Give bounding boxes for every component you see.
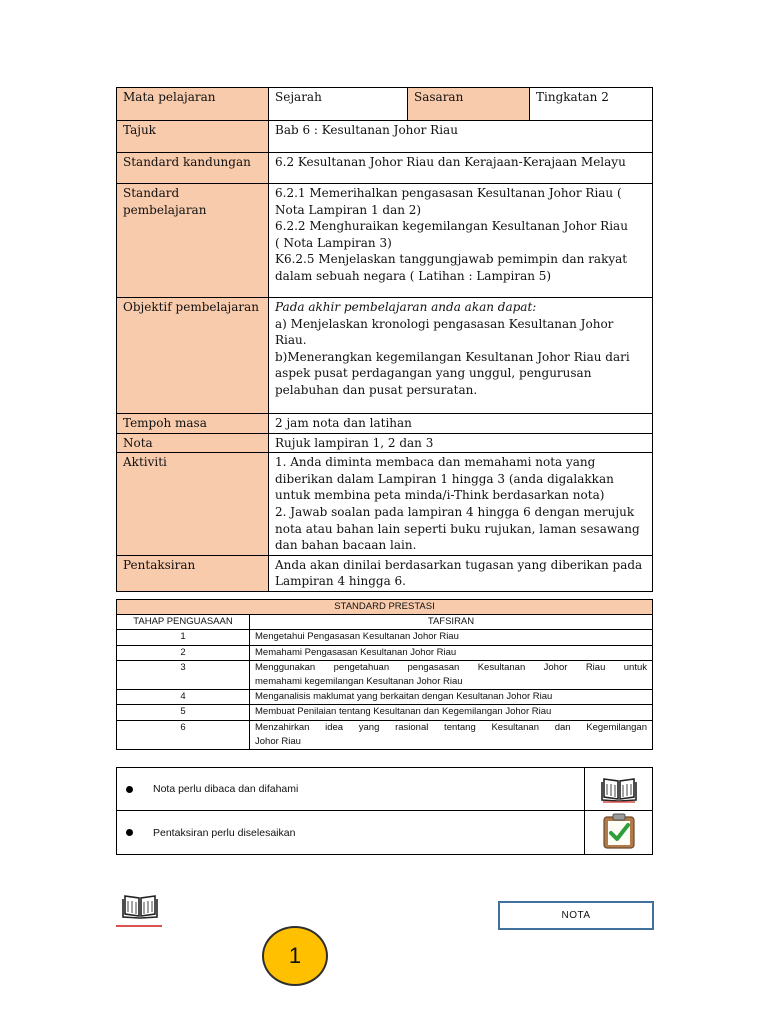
sp-line: dalam sebuah negara ( Latihan : Lampiran 5) xyxy=(275,268,552,283)
tahap-cell: 2 xyxy=(117,645,250,660)
standard-prestasi-title: STANDARD PRESTASI xyxy=(117,600,653,615)
objektif-value xyxy=(269,298,653,414)
objektif-label: Objektif pembelajaran xyxy=(117,298,269,414)
standard-prestasi-table xyxy=(116,599,653,750)
pentaksiran-line: Anda akan dinilai berdasarkan tugasan yang diberikan pada xyxy=(275,557,643,572)
bullet-icon xyxy=(126,786,133,793)
objektif-line: pelabuhan dan pusat persuratan. xyxy=(275,382,478,397)
legend-pentaksiran-icon-cell xyxy=(585,811,653,855)
sp-line: 6.2.1 Memerihalkan pengasasan Kesultanan Johor Riau ( xyxy=(275,186,622,200)
sasaran-value: Tingkatan 2 xyxy=(530,88,653,121)
book-icon xyxy=(601,773,637,803)
tafsiran-cell xyxy=(250,660,653,689)
table-row xyxy=(117,645,653,660)
book-icon xyxy=(122,892,158,920)
aktiviti-line: 2. Jawab soalan pada lampiran 4 hingga 6 dengan merujuk xyxy=(275,504,635,519)
aktiviti-line: diberikan dalam Lampiran 1 hingga 3 (anda digalakkan xyxy=(275,471,614,486)
sp-line: 6.2.2 Menghuraikan kegemilangan Kesultanan Johor Riau xyxy=(275,219,628,234)
objektif-intro: Pada akhir pembelajaran anda akan dapat: xyxy=(275,300,537,314)
tempoh-value: 2 jam nota dan latihan xyxy=(269,414,653,434)
nota-value: Rujuk lampiran 1, 2 dan 3 xyxy=(269,433,653,453)
tafsiran-line: Menggunakan pengetahuan pengasasan Kesultanan Johor Riau untuk xyxy=(255,661,648,673)
objektif-line: a) Menjelaskan kronologi pengasasan Kesultanan Johor xyxy=(275,316,614,331)
tahap-header: TAHAP PENGUASAAN xyxy=(117,615,250,630)
standard-kandungan-value: 6.2 Kesultanan Johor Riau dan Kerajaan-Kerajaan Melayu xyxy=(269,153,653,184)
tahap-cell: 1 xyxy=(117,630,250,645)
legend-table xyxy=(116,767,653,855)
tahap-cell: 6 xyxy=(117,720,250,749)
pentaksiran-value xyxy=(269,555,653,591)
objektif-line: b)Menerangkan kegemilangan Kesultanan Johor Riau dari xyxy=(275,349,630,364)
standard-pembelajaran-value xyxy=(269,184,653,298)
book-underline xyxy=(116,925,162,927)
standard-pembelajaran-label: Standard pembelajaran xyxy=(117,184,269,298)
aktiviti-line: 1. Anda diminta membaca dan memahami nota yang xyxy=(275,455,596,470)
tahap-cell: 5 xyxy=(117,705,250,720)
table-row xyxy=(117,690,653,705)
bullet-icon xyxy=(126,829,133,836)
legend-nota-icon-cell xyxy=(585,768,653,811)
tafsiran-cell: Menganalisis maklumat yang berkaitan dengan Kesultanan Johor Riau xyxy=(250,690,653,705)
sp-line: ( Nota Lampiran 3) xyxy=(275,235,392,250)
objektif-line: aspek pusat perdagangan yang unggul, pengurusan xyxy=(275,366,592,381)
tafsiran-cell: Memahami Pengasasan Kesultanan Johor Riau xyxy=(250,645,653,660)
tafsiran-header: TAFSIRAN xyxy=(250,615,653,630)
aktiviti-label: Aktiviti xyxy=(117,453,269,556)
tajuk-value: Bab 6 : Kesultanan Johor Riau xyxy=(269,121,653,153)
pentaksiran-label: Pentaksiran xyxy=(117,555,269,591)
tafsiran-line: memahami kegemilangan Kesultanan Johor Riau xyxy=(255,676,463,688)
legend-nota-label: Nota perlu dibaca dan difahami xyxy=(153,783,299,795)
tafsiran-line: Menzahirkan idea yang rasional tentang Kesultanan dan Kegemilangan xyxy=(255,721,648,733)
tafsiran-line: Johor Riau xyxy=(255,735,301,747)
objektif-line: Riau. xyxy=(275,333,307,348)
nota-button[interactable]: NOTA xyxy=(498,901,654,930)
tafsiran-cell xyxy=(250,720,653,749)
table-row xyxy=(117,630,653,645)
aktiviti-line: nota atau bahan lain seperti buku rujukan, laman sesawang xyxy=(275,521,640,536)
legend-nota-text xyxy=(117,768,585,811)
table-row xyxy=(117,705,653,720)
mata-pelajaran-label: Mata pelajaran xyxy=(117,88,269,121)
aktiviti-line: dan bahan bacaan lain. xyxy=(275,538,417,553)
standard-kandungan-label: Standard kandungan xyxy=(117,153,269,184)
table-row xyxy=(117,660,653,689)
pentaksiran-line: Lampiran 4 hingga 6. xyxy=(275,574,406,589)
nota-label: Nota xyxy=(117,433,269,453)
tahap-cell: 4 xyxy=(117,690,250,705)
legend-row-nota xyxy=(117,768,653,811)
mata-pelajaran-value: Sejarah xyxy=(269,88,408,121)
lesson-info-table xyxy=(116,87,653,592)
legend-pentaksiran-text xyxy=(117,811,585,855)
sp-line: Nota Lampiran 1 dan 2) xyxy=(275,202,422,217)
sp-line: K6.2.5 Menjelaskan tanggungjawab pemimpin dan rakyat xyxy=(275,252,628,267)
tafsiran-cell: Mengetahui Pengasasan Kesultanan Johor Riau xyxy=(250,630,653,645)
legend-pentaksiran-label: Pentaksiran perlu diselesaikan xyxy=(153,826,296,839)
aktiviti-line: untuk membina peta minda/i-Think berdasarkan nota) xyxy=(275,488,605,503)
tahap-cell: 3 xyxy=(117,660,250,689)
clipboard-check-icon xyxy=(601,812,637,850)
tempoh-label: Tempoh masa xyxy=(117,414,269,434)
legend-row-pentaksiran xyxy=(117,811,653,855)
tajuk-label: Tajuk xyxy=(117,121,269,153)
page-number-badge: 1 xyxy=(262,926,328,986)
sasaran-label: Sasaran xyxy=(408,88,530,121)
aktiviti-value xyxy=(269,453,653,556)
table-row xyxy=(117,720,653,749)
tafsiran-cell: Membuat Penilaian tentang Kesultanan dan Kegemilangan Johor Riau xyxy=(250,705,653,720)
